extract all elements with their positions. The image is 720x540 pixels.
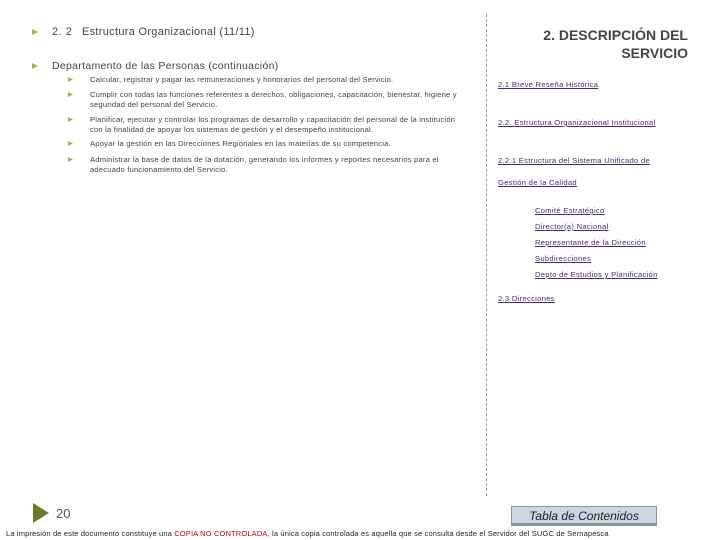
section-number: 2. 2 xyxy=(52,26,73,38)
list-item: Calcular, registrar y pagar las remuneraciones y honorarios del personal del Servicio. xyxy=(90,75,394,84)
nav-link-subdirecciones[interactable]: Subdirecciones xyxy=(535,254,592,263)
nav-link-sistema[interactable]: Gestión de la Calidad xyxy=(498,178,577,187)
list-item: Planificar, ejecutar y controlar los programas de desarrollo y capacitación del personal de la institución con la finalidad de apoyar los sistemas de gestión y el desempeño institucional. xyxy=(90,115,456,134)
footer-text: , la única copia controlada es aquella que se consulta desde el Servidor del SUGC de Sernapesca xyxy=(267,529,609,538)
footer-text: La impresión de este documento constituye una xyxy=(6,529,175,538)
bullet-icon xyxy=(68,92,73,97)
nav-link-direccion-nacional[interactable]: Director(a) Nacional xyxy=(535,222,609,231)
column-divider xyxy=(486,14,487,496)
nav-link-depto-estudios[interactable]: Depto de Estudios y Planificación xyxy=(535,270,658,279)
list-item: Administrar la base de datos de la dotación, generando los informes y reportes necesarios para el adecuado funcionamiento del Servicio. xyxy=(90,155,439,174)
nav-link-estructura[interactable]: 2.2. Estructura Organizacional Institucional xyxy=(498,118,656,127)
bullet-icon xyxy=(32,29,37,34)
nav-link-comite[interactable]: Comité Estratégico xyxy=(535,206,605,215)
table-of-contents-button[interactable]: Tabla de Contenidos xyxy=(511,506,657,526)
section-title: Estructura Organizacional (11/11) xyxy=(82,26,255,38)
nav-link-resena[interactable]: 2.1 Breve Reseña Histórica xyxy=(498,80,599,89)
page-title-line: 2. DESCRIPCIÓN DEL xyxy=(543,27,688,43)
list-item: Cumplir con todas las funciones referentes a derechos, obligaciones, capacitación, bienestar, higiene y seguridad del personal del Servicio. xyxy=(90,90,457,109)
nav-link-direcciones[interactable]: 2.3 Direcciones xyxy=(498,294,555,303)
bullet-icon xyxy=(68,77,73,82)
bullet-icon xyxy=(68,157,73,162)
footer-highlight: COPIA NO CONTROLADA xyxy=(174,529,268,538)
department-heading: Departamento de las Personas (continuación) xyxy=(52,60,279,72)
bullet-icon xyxy=(68,117,73,122)
nav-link-sistema[interactable]: 2.2.1 Estructura del Sistema Unificado de xyxy=(498,156,651,165)
next-arrow-icon[interactable] xyxy=(33,503,49,528)
page-number: 20 xyxy=(56,506,71,521)
page-title-line: SERVICIO xyxy=(621,45,688,61)
bullet-icon xyxy=(68,141,73,146)
nav-link-representante[interactable]: Representante de la Dirección xyxy=(535,238,646,247)
page-title xyxy=(543,26,688,62)
footer-disclaimer xyxy=(6,529,609,538)
bullet-icon xyxy=(32,63,37,68)
list-item: Apoyar la gestión en las Direcciones Regionales en las materias de su competencia. xyxy=(90,139,391,148)
